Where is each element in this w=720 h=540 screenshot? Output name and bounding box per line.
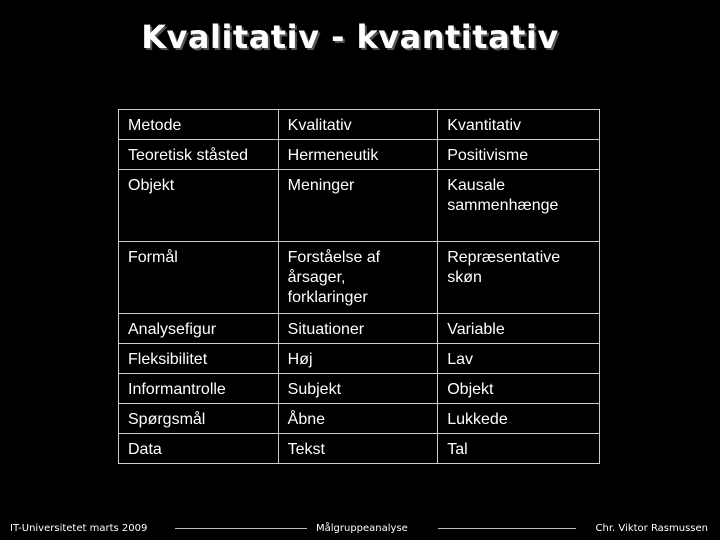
- table-cell: Subjekt: [278, 374, 438, 404]
- table-cell: Kvantitativ: [438, 110, 600, 140]
- table-cell: Fleksibilitet: [119, 344, 279, 374]
- table-cell: Analysefigur: [119, 314, 279, 344]
- table-cell: Informantrolle: [119, 374, 279, 404]
- table-cell: Objekt: [119, 170, 279, 242]
- table-row: [119, 374, 600, 404]
- table-row: [119, 344, 600, 374]
- comparison-table: [118, 109, 600, 464]
- table-row: [119, 242, 600, 314]
- footer-center-text: Målgruppeanalyse: [316, 523, 408, 534]
- footer-divider: [175, 528, 307, 529]
- table-cell: Data: [119, 434, 279, 464]
- table-cell: Repræsentative skøn: [438, 242, 600, 314]
- table-cell: Lav: [438, 344, 600, 374]
- table-cell: Kvalitativ: [278, 110, 438, 140]
- table-cell: Hermeneutik: [278, 140, 438, 170]
- table-row: [119, 404, 600, 434]
- table-cell: Tal: [438, 434, 600, 464]
- footer-right-text: Chr. Viktor Rasmussen: [595, 523, 708, 534]
- table-cell: Variable: [438, 314, 600, 344]
- footer-left-text: IT-Universitetet marts 2009: [10, 523, 148, 534]
- table-cell: Høj: [278, 344, 438, 374]
- footer-divider: [438, 528, 576, 529]
- table-cell: Objekt: [438, 374, 600, 404]
- table-cell: Kausale sammenhænge: [438, 170, 600, 242]
- table-row: [119, 434, 600, 464]
- table-cell: Metode: [119, 110, 279, 140]
- table-cell: Åbne: [278, 404, 438, 434]
- table-row: [119, 170, 600, 242]
- table-cell: Spørgsmål: [119, 404, 279, 434]
- table-cell: Formål: [119, 242, 279, 314]
- table-cell: Forståelse af årsager, forklaringer: [278, 242, 438, 314]
- table-row: [119, 314, 600, 344]
- slide-footer: [0, 523, 720, 537]
- table-row: [119, 110, 600, 140]
- table-cell: Meninger: [278, 170, 438, 242]
- table-cell: Positivisme: [438, 140, 600, 170]
- table-cell: Teoretisk ståsted: [119, 140, 279, 170]
- table-cell: Situationer: [278, 314, 438, 344]
- table-cell: Lukkede: [438, 404, 600, 434]
- slide-title: Kvalitativ - kvantitativ: [141, 18, 559, 56]
- table-row: [119, 140, 600, 170]
- table-cell: Tekst: [278, 434, 438, 464]
